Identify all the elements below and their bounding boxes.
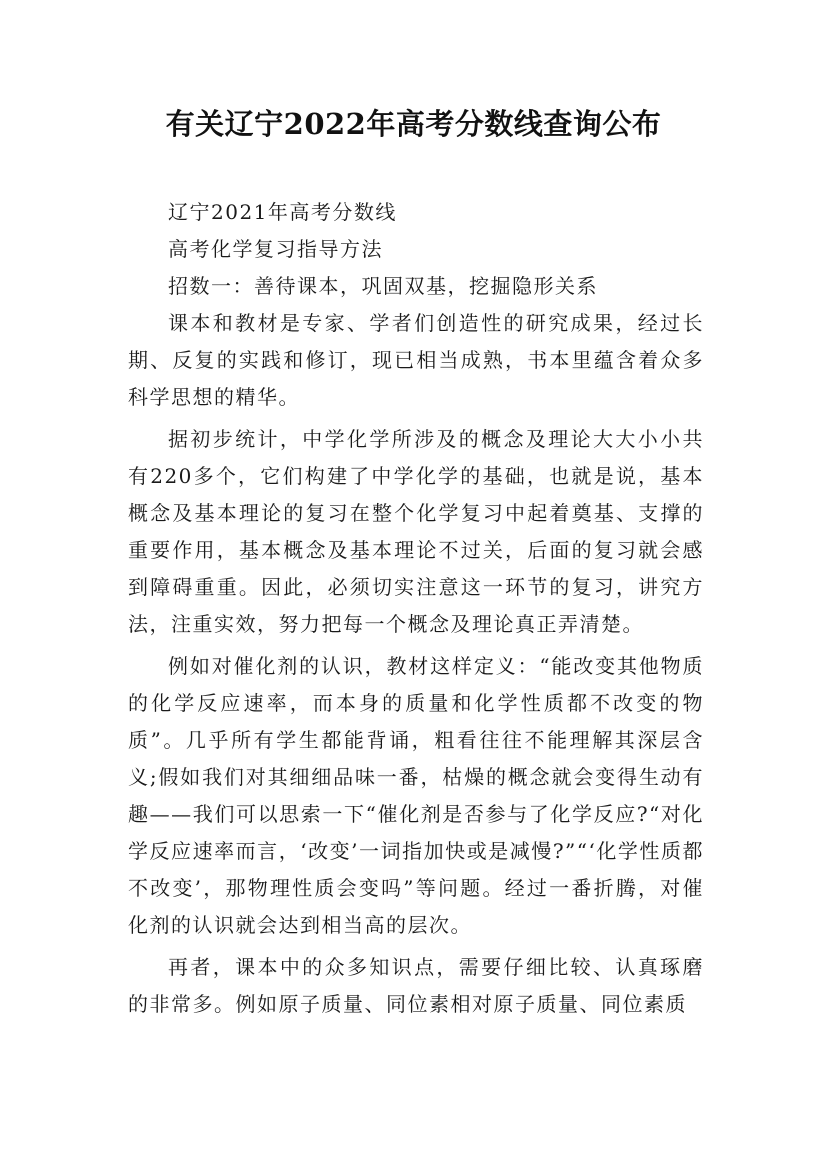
paragraph-chemistry-method-heading: 高考化学复习指导方法 <box>168 237 383 261</box>
paragraph-knowledge-points: 再者，课本中的众多知识点，需要仔细比较、认真琢磨的非常多。例如原子质量、同位素相对原子质量、同位素质 <box>128 955 704 1016</box>
document-body <box>128 194 704 1023</box>
paragraph-tip-one-heading: 招数一：善待课本，巩固双基，挖掘隐形关系 <box>168 274 598 298</box>
paragraph-textbook-value: 课本和教材是专家、学者们创造性的研究成果，经过长期、反复的实践和修订，现已相当成熟，书本里蕴含着众多科学思想的精华。 <box>128 311 704 409</box>
document-title: 有关辽宁2022年高考分数线查询公布 <box>165 107 662 141</box>
paragraph-score-line-heading: 辽宁2021年高考分数线 <box>168 200 397 224</box>
paragraph-concept-statistics: 据初步统计，中学化学所涉及的概念及理论大大小小共有220多个，它们构建了中学化学的基础，也就是说，基本概念及基本理论的复习在整个化学复习中起着奠基、支撑的重要作用，基本概念及基本理论不过关，后面的复习就会感到障碍重重。因此，必须切实注意这一环节的复习，讲究方法，注重实效，努力把每一个概念及理论真正弄清楚。 <box>128 427 704 636</box>
paragraph-catalyst-example: 例如对催化剂的认识，教材这样定义：“能改变其他物质的化学反应速率，而本身的质量和化学性质都不改变的物质”。几乎所有学生都能背诵，粗看往往不能理解其深层含义;假如我们对其细细品味一番，枯燥的概念就会变得生动有趣——我们可以思索一下“催化剂是否参与了化学反应?“对化学反应速率而言，‘改变’一词指加快或是减慢?”“‘化学性质都不改变’，那物理性质会变吗”等问题。经过一番折腾，对催化剂的认识就会达到相当高的层次。 <box>128 654 704 937</box>
